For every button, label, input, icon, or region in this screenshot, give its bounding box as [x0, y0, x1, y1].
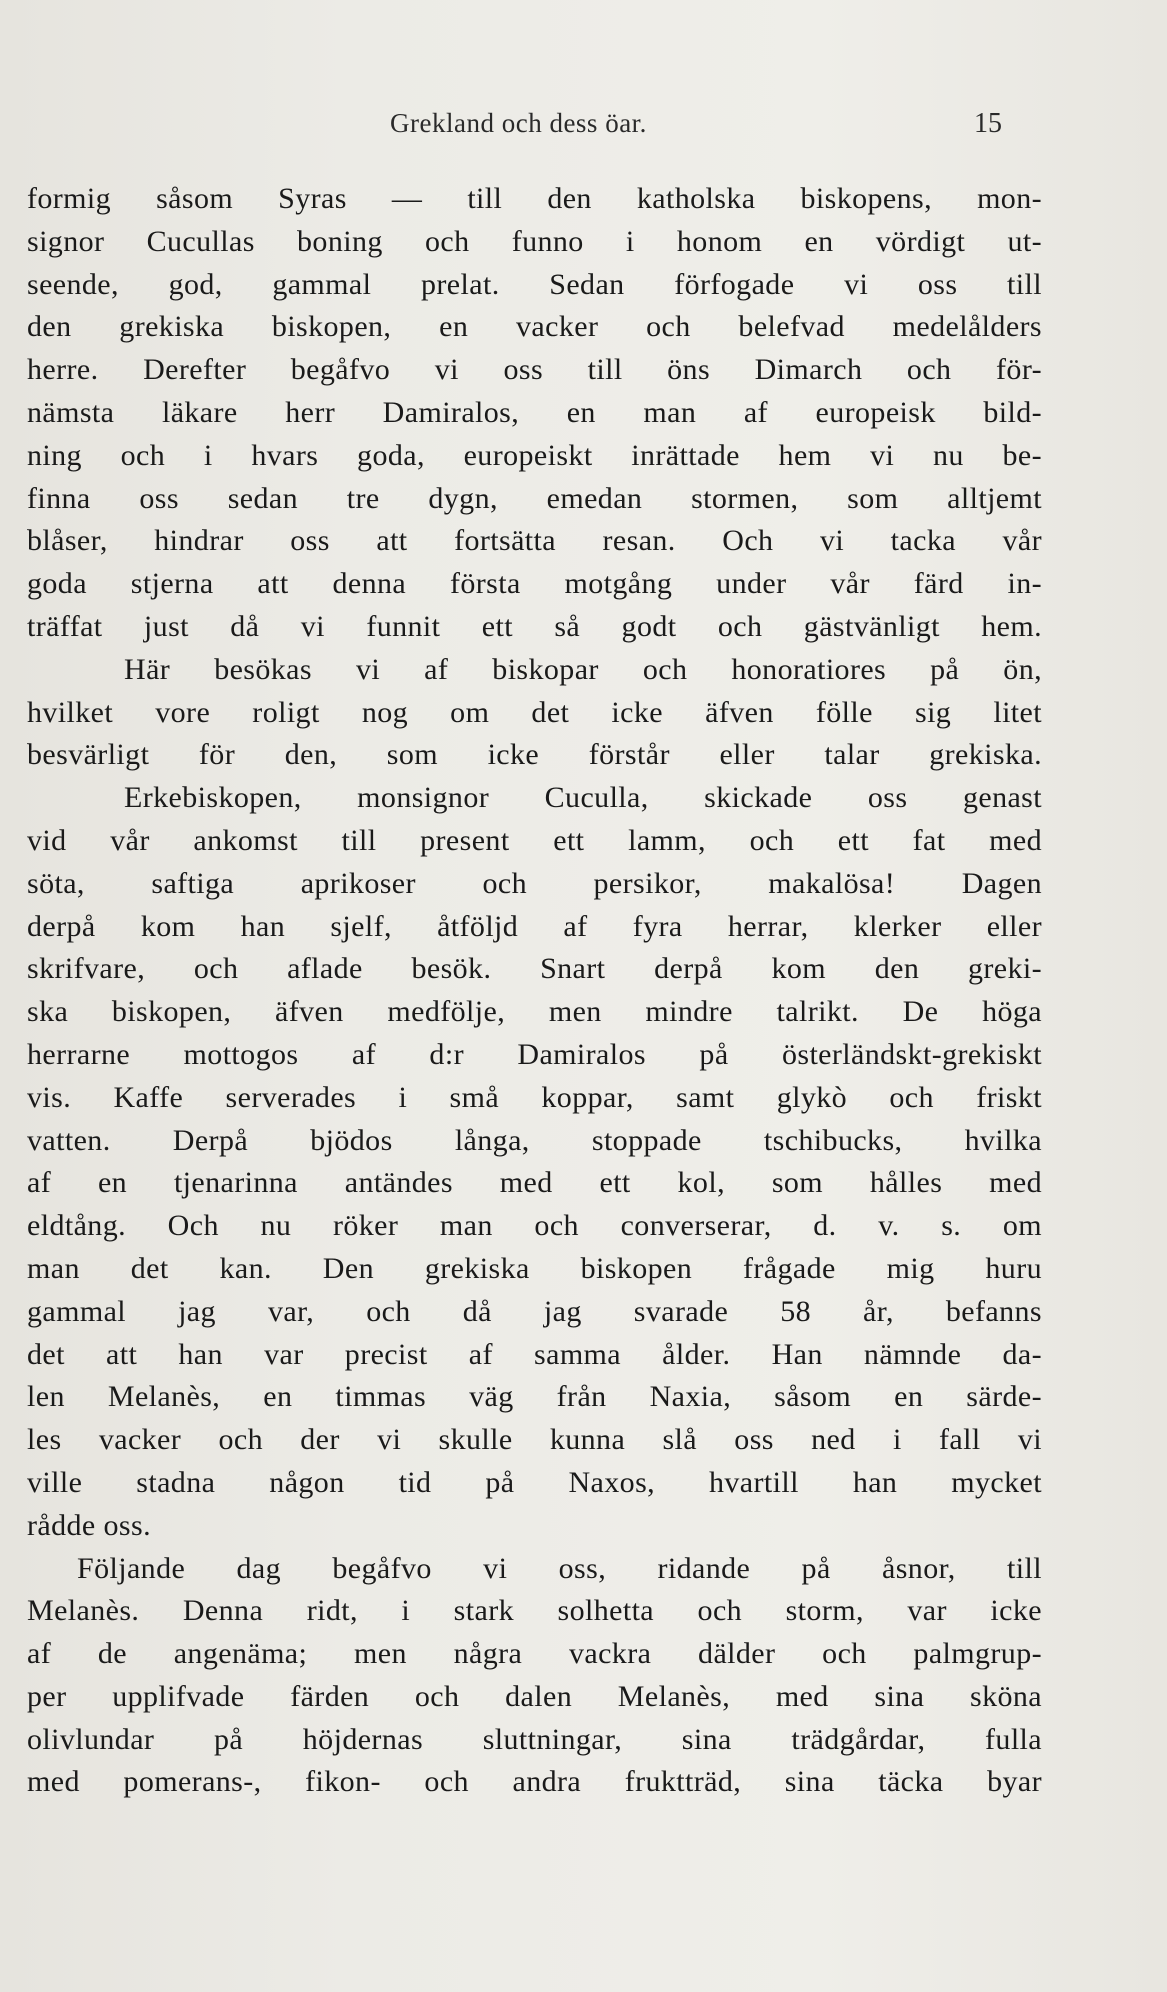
text-line: seende, god, gammal prelat. Sedan förfogade vi oss till: [27, 267, 1042, 301]
running-title: Grekland och dess öar.: [390, 108, 647, 138]
text-line: Här besökas vi af biskopar och honoratiores på ön,: [124, 652, 1042, 686]
text-line: formig såsom Syras — till den katholska biskopens, mon-: [27, 182, 1042, 215]
text-line: besvärligt för den, som icke förstår eller talar grekiska.: [27, 738, 1042, 772]
text-line: man det kan. Den grekiska biskopen frågade mig huru: [27, 1251, 1042, 1285]
text-line: ska biskopen, äfven medfölje, men mindre talrikt. De höga: [27, 995, 1042, 1029]
text-line: len Melanès, en timmas väg från Naxia, såsom en särde-: [27, 1380, 1042, 1414]
text-line: träffat just då vi funnit ett så godt och gästvänligt hem.: [27, 609, 1042, 643]
text-line: signor Cucullas boning och funno i honom en vördigt ut-: [27, 224, 1042, 258]
text-line: söta, saftiga aprikoser och persikor, makalösa! Dagen: [27, 866, 1042, 900]
text-line: herre. Derefter begåfvo vi oss till öns Dimarch och för-: [27, 353, 1042, 387]
text-line: herrarne mottogos af d:r Damiralos på österländskt-grekiskt: [27, 1037, 1042, 1071]
text-line: vid vår ankomst till present ett lamm, och ett fat med: [27, 823, 1042, 857]
text-line: les vacker och der vi skulle kunna slå oss ned i fall vi: [27, 1423, 1042, 1457]
text-line: skrifvare, och aflade besök. Snart derpå kom den greki-: [27, 952, 1042, 986]
text-line: ning och i hvars goda, europeiskt inrättade hem vi nu be-: [27, 438, 1042, 472]
text-line: Melanès. Denna ridt, i stark solhetta och storm, var icke: [27, 1594, 1042, 1628]
text-line: vis. Kaffe serverades i små koppar, samt glykò och friskt: [27, 1080, 1042, 1114]
text-line: goda stjerna att denna första motgång under vår färd in-: [27, 567, 1042, 601]
text-line: per upplifvade färden och dalen Melanès, med sina sköna: [27, 1679, 1042, 1713]
text-line: hvilket vore roligt nog om det icke äfven fölle sig litet: [27, 695, 1042, 729]
text-line: med pomerans-, fikon- och andra fruktträd, sina täcka byar: [27, 1765, 1042, 1799]
text-line: derpå kom han sjelf, åtföljd af fyra herrar, klerker eller: [27, 909, 1042, 943]
text-line: blåser, hindrar oss att fortsätta resan. Och vi tacka vår: [27, 524, 1042, 558]
text-line: gammal jag var, och då jag svarade 58 år, befanns: [27, 1294, 1042, 1328]
text-line: olivlundar på höjdernas sluttningar, sina trädgårdar, fulla: [27, 1722, 1042, 1756]
body-text: [27, 178, 1042, 1804]
text-line: finna oss sedan tre dygn, emedan stormen, som alltjemt: [27, 481, 1042, 515]
text-line: eldtång. Och nu röker man och converserar, d. v. s. om: [27, 1209, 1042, 1243]
text-line: vatten. Derpå bjödos långa, stoppade tschibucks, hvilka: [27, 1123, 1042, 1157]
text-line: den grekiska biskopen, en vacker och belefvad medelålders: [27, 310, 1042, 344]
text-line: ville stadna någon tid på Naxos, hvartill han mycket: [27, 1465, 1042, 1499]
text-line: Följande dag begåfvo vi oss, ridande på åsnor, till: [77, 1551, 1042, 1585]
text-line: af de angenäma; men några vackra dälder och palmgrup-: [27, 1637, 1042, 1671]
text-line: nämsta läkare herr Damiralos, en man af europeisk bild-: [27, 395, 1042, 429]
text-line: Erkebiskopen, monsignor Cuculla, skickade oss genast: [124, 781, 1042, 815]
page-number: 15: [974, 108, 1002, 139]
text-line: rådde oss.: [27, 1508, 151, 1542]
text-line: af en tjenarinna antändes med ett kol, som hålles med: [27, 1166, 1042, 1200]
text-line: det att han var precist af samma ålder. Han nämnde da-: [27, 1337, 1042, 1371]
page-header: [0, 108, 1167, 148]
